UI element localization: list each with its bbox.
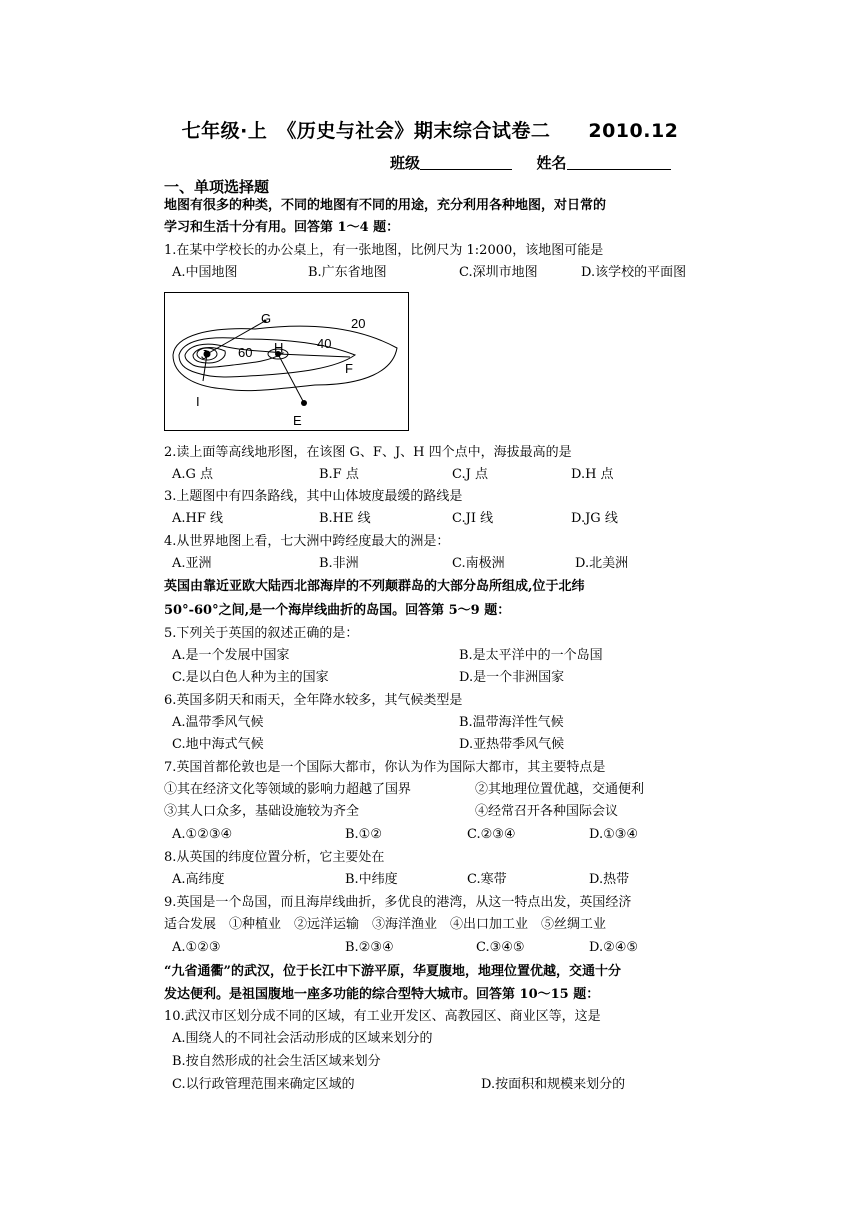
q6-option-d[interactable]: D.亚热带季风气候 [459,737,565,752]
contour-map [164,292,409,431]
q10-option-d[interactable]: D.按面积和规模来划分的 [481,1077,626,1092]
q5-option-d[interactable]: D.是一个非洲国家 [459,670,565,685]
contour-map-drawing [165,293,410,432]
q7-option-b[interactable]: B.①② [345,827,382,842]
q2-stem: 2.读上面等高线地形图，在该图 G、F、J、H 四个点中，海拔最高的是 [164,445,572,460]
exam-title [0,116,860,143]
q3-option-d[interactable]: D.JG 线 [571,511,618,526]
class-field[interactable] [420,155,512,170]
q6-option-a[interactable]: A.温带季风气候 [172,715,264,730]
q3-stem: 3.上题图中有四条路线，其中山体坡度最缓的路线是 [164,489,463,504]
q1-option-a[interactable]: A.中国地图 [172,265,238,280]
q9-option-a[interactable]: A.①②③ [172,940,221,955]
q2-option-c[interactable]: C.J 点 [452,467,488,482]
label-e: E [293,413,302,428]
q9-stem-line2: 适合发展 ①种植业 ②远洋运输 ③海洋渔业 ④出口加工业 ⑤丝绸工业 [164,917,607,932]
q7-item-1: ①其在经济文化等领域的影响力超越了国界 [164,782,412,797]
q7-option-c[interactable]: C.②③④ [467,827,516,842]
q8-option-b[interactable]: B.中纬度 [345,872,398,887]
q9-option-c[interactable]: C.③④⑤ [476,940,525,955]
q7-item-3: ③其人口众多，基础设施较为齐全 [164,804,360,819]
q6-stem: 6.英国多阴天和雨天，全年降水较多，其气候类型是 [164,693,463,708]
q8-option-d[interactable]: D.热带 [589,872,630,887]
q6-option-c[interactable]: C.地中海式气候 [172,737,264,752]
label-40: 40 [317,336,332,351]
intro3-line1: “九省通衢”的武汉，位于长江中下游平原，华夏腹地，地理位置优越，交通十分 [164,964,621,979]
q7-item-2: ②其地理位置优越，交通便利 [475,782,645,797]
intro1-line1: 地图有很多的种类，不同的地图有不同的用途，充分利用各种地图，对日常的 [164,198,607,213]
label-i: I [196,394,200,409]
name-label: 姓名 [536,154,567,172]
route-he [278,354,304,403]
q7-option-d[interactable]: D.①③④ [589,827,639,842]
q10-option-c[interactable]: C.以行政管理范围来确定区域的 [172,1077,355,1092]
q5-option-c[interactable]: C.是以白色人种为主的国家 [172,670,329,685]
route-hf [278,354,350,357]
intro1-line2: 学习和生活十分有用。回答第 1～4 题： [164,220,400,235]
point-e [301,400,307,406]
q5-option-b[interactable]: B.是太平洋中的一个岛国 [459,648,603,663]
student-info [390,152,671,173]
q4-option-a[interactable]: A.亚洲 [172,556,212,571]
q7-stem: 7.英国首都伦敦也是一个国际大都市，你认为作为国际大都市，其主要特点是 [164,760,606,775]
q1-stem: 1.在某中学校长的办公桌上，有一张地图，比例尺为 1:2000，该地图可能是 [164,243,604,258]
label-f: F [345,361,353,376]
q10-option-a[interactable]: A.围绕人的不同社会活动形成的区域来划分的 [172,1031,433,1046]
q9-stem-line1: 9.英国是一个岛国，而且海岸线曲折，多优良的港湾，从这一特点出发，英国经济 [164,895,632,910]
q5-stem: 5.下列关于英国的叙述正确的是： [164,626,359,641]
q7-option-a[interactable]: A.①②③④ [172,827,233,842]
title-text: 七年级·上 《历史与社会》期末综合试卷二 [181,120,551,142]
q1-option-b[interactable]: B.广东省地图 [308,265,387,280]
label-h: H [274,340,284,355]
intro2-line1: 英国由靠近亚欧大陆西北部海岸的不列颠群岛的大部分岛所组成,位于北纬 [164,579,585,594]
q2-option-d[interactable]: D.H 点 [571,467,614,482]
q1-option-d[interactable]: D.该学校的平面图 [581,265,687,280]
q2-option-b[interactable]: B.F 点 [319,467,359,482]
exam-date: 2010.12 [588,120,679,142]
label-j: J [201,347,208,362]
q7-item-4: ④经常召开各种国际会议 [475,804,619,819]
q3-option-b[interactable]: B.HE 线 [319,511,371,526]
q5-option-a[interactable]: A.是一个发展中国家 [172,648,290,663]
intro3-line2: 发达便利。是祖国腹地一座多功能的综合型特大城市。回答第 10～15 题： [164,987,600,1002]
q3-option-a[interactable]: A.HF 线 [172,511,224,526]
label-20: 20 [351,316,366,331]
label-60: 60 [238,345,253,360]
q4-option-d[interactable]: D.北美洲 [575,556,629,571]
name-field[interactable] [567,155,671,170]
q6-option-b[interactable]: B.温带海洋性气候 [459,715,564,730]
q9-option-d[interactable]: D.②④⑤ [589,940,639,955]
intro2-line2: 50°-60°之间,是一个海岸线曲折的岛国。回答第 5～9 题： [164,603,511,618]
q9-option-b[interactable]: B.②③④ [345,940,394,955]
class-label: 班级 [390,154,421,172]
q10-option-b[interactable]: B.按自然形成的社会生活区域来划分 [172,1054,381,1069]
q1-option-c[interactable]: C.深圳市地图 [459,265,538,280]
q4-option-c[interactable]: C.南极洲 [452,556,505,571]
q10-stem: 10.武汉市区划分成不同的区域，有工业开发区、高教园区、商业区等，这是 [164,1009,601,1024]
section-heading: 一、单项选择题 [164,178,270,196]
q2-option-a[interactable]: A.G 点 [172,467,214,482]
q8-option-c[interactable]: C.寒带 [467,872,507,887]
q4-stem: 4.从世界地图上看，七大洲中跨经度最大的洲是： [164,534,450,549]
label-g: G [261,311,272,326]
q3-option-c[interactable]: C.JI 线 [452,511,494,526]
q4-option-b[interactable]: B.非洲 [319,556,359,571]
q8-option-a[interactable]: A.高纬度 [172,872,225,887]
q8-stem: 8.从英国的纬度位置分析，它主要处在 [164,850,385,865]
